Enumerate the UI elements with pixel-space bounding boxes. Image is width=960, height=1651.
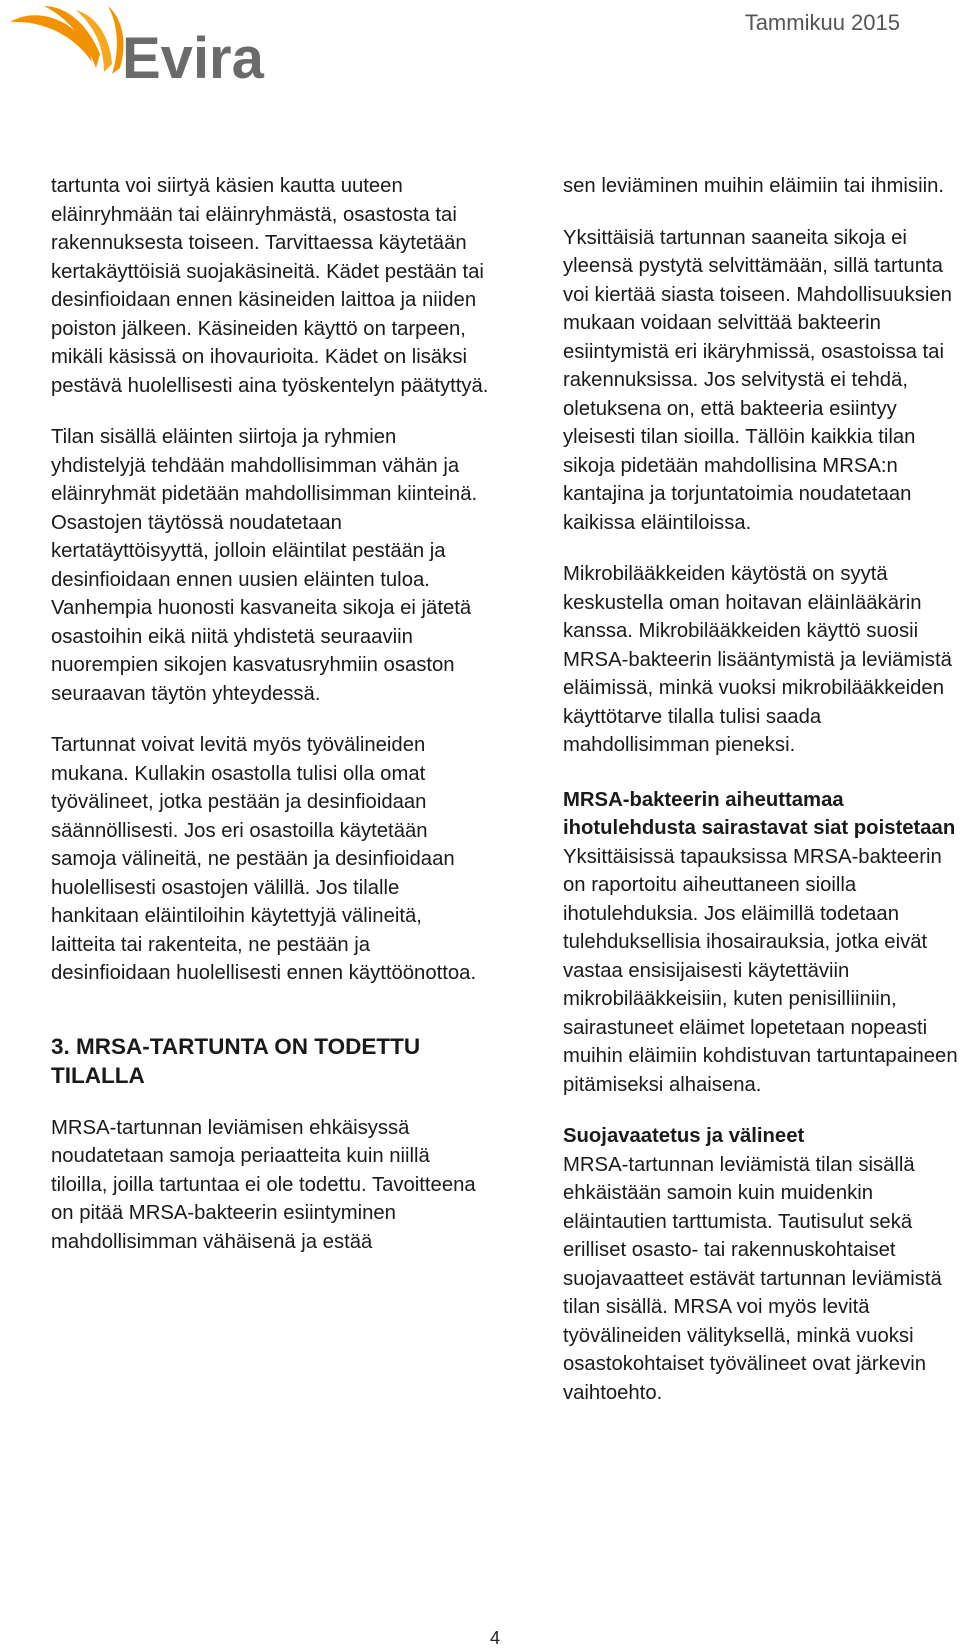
subheading-skin-infection: MRSA-bakteerin aiheuttamaa ihotulehdusta sairastavat siat poistetaan <box>563 788 956 839</box>
paragraph-skin-infection: Yksittäisissä tapauksissa MRSA-bakteerin on raportoitu aiheuttaneen sioilla ihotulehduksia. Jos eläimillä todetaan tulehduksellisia ihosairauksia, jotka eivät vastaa ensisijaisesti käytettäviin mikrobilääkkeisiin, kuten penisilliiniin, sairastuneet eläimet lopetetaan nopeasti muihin eläimiin kohdistuvan tartuntapaineen pitämiseksi alhaisena. <box>563 845 958 1096</box>
paragraph-animal-movements: Tilan sisällä eläinten siirtoja ja ryhmien yhdistelyjä tehdään mahdollisimman vähän ja eläinryhmät pidetään mahdollisimman kiinteinä. Osastojen täytössä noudatetaan kertatäyttöisyyttä, jolloin eläintilat pestään ja desinfioidaan ennen uusien eläinten tuloa. Vanhempia huonosti kasvaneita sikoja ei jätetä osastoihin eikä niitä yhdistetä seuraaviin nuorempien sikojen kasvatusryhmiin osaston seuraavan täytön yhteydessä. <box>51 426 478 705</box>
page-number: 4 <box>490 1628 501 1648</box>
paragraph-hand-hygiene: tartunta voi siirtyä käsien kautta uuteen eläinryhmään tai eläinryhmästä, osastosta tai rakennuksesta toiseen. Tarvittaessa käytetään kertakäyttöisiä suojakäsineitä. Kädet pestään tai desinfioidaan ennen käsineiden laittoa ja niiden poiston jälkeen. Käsineiden käyttö on tarpeen, mikäli käsissä on ihovaurioita. Kädet on lisäksi pestävä huolellisesti aina työskentelyn päätyttyä. <box>51 175 489 397</box>
paragraph-tools: Tartunnat voivat levitä myös työvälineiden mukana. Kullakin osastolla tulisi olla omat työvälineet, jotka pestään ja desinfioidaan säännöllisesti. Jos eri osastoilla käytetään samoja välineitä, ne pestään ja desinfioidaan huolellisesti osastojen välillä. Jos tilalle hankitaan eläintiloihin käytettyjä välineitä, laitteita tai rakenteita, ne pestään ja desinfioidaan huolellisesti ennen käyttöönottoa. <box>51 734 477 984</box>
subheading-protective-clothing: Suojavaatetus ja välineet <box>563 1125 805 1147</box>
section-heading: 3. MRSA-TARTUNTA ON TODETTU TILALLA <box>51 1033 421 1088</box>
evira-logo <box>4 2 284 84</box>
right-column <box>563 172 960 1407</box>
header-date: Tammikuu 2015 <box>744 10 900 35</box>
paragraph-antibiotics: Mikrobilääkkeiden käytöstä on syytä keskustella oman hoitavan eläinlääkärin kanssa. Mikrobilääkkeiden käyttö suosii MRSA-bakteerin lisääntymistä ja leviämistä eläimissä, minkä vuoksi mikrobilääkkeiden käyttötarve tilalla tulisi saada mahdollisimman pieneksi. <box>563 563 952 756</box>
logo-text: Evira <box>122 26 264 84</box>
paragraph-protective-clothing: MRSA-tartunnan leviämistä tilan sisällä ehkäistään samoin kuin muidenkin eläintautien tarttumista. Tautisulut sekä erilliset osasto- tai rakennuskohtaiset suojavaatteet estävät tartunnan leviämistä tilan sisällä. MRSA voi myös levitä työvälineiden välityksellä, minkä vuoksi osastokohtaiset työvälineet ovat järkevin vaihtoehto. <box>563 1153 942 1404</box>
paragraph-mrsa-prevention: MRSA-tartunnan leviämisen ehkäisyssä noudatetaan samoja periaatteita kuin niillä tiloilla, joilla tartuntaa ei ole todettu. Tavoitteena on pitää MRSA-bakteerin esiintyminen mahdollisimman vähäisenä ja estää <box>51 1116 476 1253</box>
paragraph-spread: sen leviäminen muihin eläimiin tai ihmisiin. <box>563 175 944 197</box>
paragraph-individual-pigs: Yksittäisiä tartunnan saaneita sikoja ei yleensä pystytä selvittämään, sillä tartunta voi kiertää siasta toiseen. Mahdollisuuksien mukaan voidaan selvittää bakteerin esiintymistä eri ikäryhmissä, osastoissa tai rakennuksissa. Jos selvitystä ei tehdä, oletuksena on, että bakteeria esiintyy yleisesti tilan sioilla. Tällöin kaikkia tilan sikoja pidetään mahdollisina MRSA:n kantajina ja torjuntatoimia noudatetaan kaikissa eläintiloissa. <box>563 226 952 534</box>
evira-logo-icon <box>10 6 124 74</box>
left-column <box>51 172 491 1256</box>
